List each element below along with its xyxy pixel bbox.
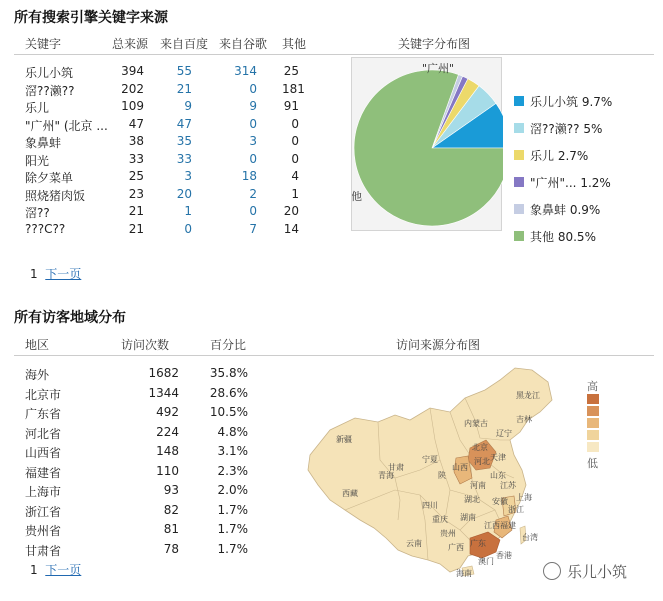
map-label: 江西 xyxy=(484,521,500,530)
table-cell-kw: 象鼻蚌 xyxy=(25,136,62,150)
map-label: 山西 xyxy=(452,463,468,472)
legend-label: "广州"... xyxy=(530,176,577,190)
table-cell-baidu: 0 xyxy=(184,221,192,236)
china-map xyxy=(300,360,580,585)
col-header-google: 来自谷歌 xyxy=(219,37,268,51)
table-cell-total: 21 xyxy=(128,204,144,218)
map-label: 北京 xyxy=(472,443,488,452)
legend-item xyxy=(530,93,612,110)
map-label: 西藏 xyxy=(342,489,358,498)
table-cell-google: 314 xyxy=(234,64,257,78)
map-label: 吉林 xyxy=(516,415,532,424)
map-label: 浙江 xyxy=(508,505,524,514)
keywords-section-title: 所有搜索引擎关键字来源 xyxy=(14,10,168,26)
table-cell-other: 0 xyxy=(291,134,299,148)
map-label: 陕 xyxy=(438,471,446,480)
table-cell-region: 北京市 xyxy=(25,387,62,402)
table-cell-pct: 1.7% xyxy=(217,522,248,536)
map-label: 湖北 xyxy=(464,495,480,504)
col-header-visits: 访问次数 xyxy=(121,338,170,352)
col-header-other: 其他 xyxy=(282,37,307,51)
table-cell-region: 甘肃省 xyxy=(25,543,62,558)
map-label: 青海 xyxy=(378,471,394,480)
table-cell-region: 海外 xyxy=(25,368,50,382)
table-cell-total: 38 xyxy=(128,134,144,148)
table-cell-total: 394 xyxy=(121,64,144,78)
table-cell-baidu: 47 xyxy=(176,116,192,131)
legend-percent: 80.5% xyxy=(557,230,596,244)
table-cell-pct: 3.1% xyxy=(217,444,248,458)
map-chart-header: 访问来源分布图 xyxy=(396,338,481,352)
col-header-region: 地区 xyxy=(25,338,50,352)
col-header-total: 总来源 xyxy=(112,37,149,51)
legend-percent: 9.7% xyxy=(581,95,613,109)
table-cell-baidu: 1 xyxy=(184,204,192,218)
table-cell-pct: 1.7% xyxy=(217,502,248,517)
legend-percent: 1.2% xyxy=(580,176,611,190)
legend-percent: 0.9% xyxy=(569,203,601,217)
legend-swatch xyxy=(514,177,524,187)
next-page-link[interactable]: 下一页 xyxy=(45,563,82,577)
keyword-pie-panel xyxy=(351,57,502,231)
table-cell-region: 浙江省 xyxy=(25,504,62,519)
table-cell-kw: 滘?? xyxy=(25,206,50,220)
map-label: 辽宁 xyxy=(496,429,512,438)
map-label: 江苏 xyxy=(500,481,516,490)
legend-item xyxy=(530,147,588,164)
table-cell-baidu: 35 xyxy=(176,134,192,148)
table-cell-pct: 2.3% xyxy=(217,463,248,478)
legend-swatch xyxy=(514,204,524,214)
table-cell-visits: 78 xyxy=(163,541,179,556)
table-cell-total: 21 xyxy=(128,221,144,236)
table-cell-other: 91 xyxy=(283,99,299,113)
table-cell-google: 9 xyxy=(249,99,257,113)
table-cell-visits: 93 xyxy=(163,483,179,497)
map-label: 广西 xyxy=(448,543,464,552)
table-cell-total: 33 xyxy=(128,151,144,166)
table-cell-total: 25 xyxy=(128,169,144,183)
table-cell-visits: 1344 xyxy=(148,385,179,400)
table-cell-kw: 除夕菜单 xyxy=(25,171,74,185)
legend-percent: 5% xyxy=(583,122,603,136)
divider xyxy=(14,54,654,55)
map-label: 内蒙古 xyxy=(464,419,488,428)
table-cell-total: 47 xyxy=(128,116,144,131)
table-cell-pct: 10.5% xyxy=(209,405,248,419)
legend-item xyxy=(530,174,611,191)
map-label: 四川 xyxy=(422,501,438,510)
table-cell-kw: ???C?? xyxy=(25,221,66,236)
divider xyxy=(14,355,654,356)
table-cell-visits: 492 xyxy=(156,405,179,419)
table-cell-other: 0 xyxy=(291,116,299,131)
table-cell-region: 广东省 xyxy=(25,407,62,421)
table-cell-other: 181 xyxy=(282,81,305,96)
table-cell-google: 0 xyxy=(249,204,257,218)
table-cell-baidu: 3 xyxy=(184,169,192,183)
scale-swatch xyxy=(587,430,599,440)
table-cell-pct: 1.7% xyxy=(217,541,248,556)
table-cell-baidu: 33 xyxy=(176,151,192,166)
table-cell-visits: 148 xyxy=(156,444,179,458)
table-cell-other: 14 xyxy=(283,221,299,236)
map-label: 重庆 xyxy=(432,515,448,524)
col-header-percent: 百分比 xyxy=(210,338,247,352)
map-label: 香港 xyxy=(496,551,512,560)
region-pager xyxy=(30,561,81,578)
table-cell-visits: 81 xyxy=(163,522,179,536)
legend-label: 滘??濑?? xyxy=(530,122,580,136)
table-cell-pct: 35.8% xyxy=(209,366,248,380)
scale-low-label: 低 xyxy=(587,457,598,470)
legend-label: 乐儿小筑 xyxy=(530,95,579,109)
table-cell-total: 23 xyxy=(128,186,144,201)
table-cell-other: 1 xyxy=(291,186,299,201)
table-cell-google: 3 xyxy=(249,134,257,148)
map-label: 安徽 xyxy=(492,497,508,506)
legend-item xyxy=(530,228,596,245)
table-cell-baidu: 20 xyxy=(176,186,192,201)
scale-swatch xyxy=(587,442,599,452)
col-header-baidu: 来自百度 xyxy=(160,37,209,51)
table-cell-kw: "广州" (北京 ... xyxy=(25,118,108,133)
table-cell-total: 109 xyxy=(121,99,144,113)
table-cell-total: 202 xyxy=(121,81,144,96)
table-cell-pct: 4.8% xyxy=(217,424,248,439)
legend-label: 象鼻蚌 xyxy=(530,203,567,217)
table-cell-kw: 滘??濑?? xyxy=(25,83,75,98)
table-cell-google: 0 xyxy=(249,116,257,131)
table-cell-region: 贵州省 xyxy=(25,524,62,538)
keyword-pie-chart xyxy=(352,58,503,232)
table-cell-other: 25 xyxy=(283,64,299,78)
wechat-logo-icon xyxy=(543,562,561,580)
table-cell-kw: 乐儿小筑 xyxy=(25,66,74,80)
table-cell-visits: 224 xyxy=(156,424,179,439)
table-cell-kw: 照烧猪肉饭 xyxy=(25,188,86,203)
map-label: 广东 xyxy=(470,539,486,548)
table-cell-other: 0 xyxy=(291,151,299,166)
map-label: 福建 xyxy=(500,521,516,530)
col-header-keyword: 关键字 xyxy=(25,37,62,51)
table-cell-baidu: 55 xyxy=(176,64,192,78)
keyword-pager xyxy=(30,265,81,282)
pie-callout-left: 他 xyxy=(352,190,362,203)
legend-percent: 2.7% xyxy=(557,149,589,163)
table-cell-region: 山西省 xyxy=(25,446,62,460)
map-label: 湖南 xyxy=(460,513,476,522)
table-cell-other: 4 xyxy=(291,169,299,183)
pager-page-number: 1 xyxy=(30,563,38,577)
table-cell-region: 福建省 xyxy=(25,465,62,480)
map-label: 海南 xyxy=(456,569,472,578)
legend-swatch xyxy=(514,150,524,160)
map-label: 黑龙江 xyxy=(516,391,540,400)
table-cell-google: 7 xyxy=(249,221,257,236)
map-label: 云南 xyxy=(406,539,422,548)
table-cell-kw: 阳光 xyxy=(25,153,50,168)
table-cell-google: 2 xyxy=(249,186,257,201)
legend-item xyxy=(530,120,602,137)
scale-swatch xyxy=(587,418,599,428)
map-label: 上海 xyxy=(516,493,532,502)
table-cell-pct: 28.6% xyxy=(209,385,248,400)
scale-high-label: 高 xyxy=(587,380,598,393)
map-label: 山东 xyxy=(490,471,506,480)
map-label: 宁夏 xyxy=(422,455,438,464)
pie-callout-top: "广州" xyxy=(422,62,455,75)
legend-swatch xyxy=(514,96,524,106)
map-label: 新疆 xyxy=(336,435,352,444)
visitors-section-title: 所有访客地域分布 xyxy=(14,310,126,326)
table-cell-pct: 2.0% xyxy=(217,483,248,497)
table-cell-other: 20 xyxy=(283,204,299,218)
table-cell-visits: 82 xyxy=(163,502,179,517)
legend-swatch xyxy=(514,123,524,133)
map-label: 澳门 xyxy=(478,557,494,566)
table-cell-google: 0 xyxy=(249,81,257,96)
legend-item xyxy=(530,201,600,218)
map-label: 河北 xyxy=(474,457,490,466)
next-page-link[interactable]: 下一页 xyxy=(45,267,82,281)
table-cell-visits: 110 xyxy=(156,463,179,478)
legend-label: 其他 xyxy=(530,230,555,244)
scale-swatch xyxy=(587,406,599,416)
scale-swatch xyxy=(587,394,599,404)
table-cell-baidu: 9 xyxy=(184,99,192,113)
legend-swatch xyxy=(514,231,524,241)
table-cell-baidu: 21 xyxy=(176,81,192,96)
legend-label: 乐儿 xyxy=(530,149,555,163)
map-label: 天津 xyxy=(490,453,506,462)
table-cell-region: 河北省 xyxy=(25,426,62,441)
map-label: 贵州 xyxy=(440,529,456,538)
map-label: 甘肃 xyxy=(388,463,404,472)
map-label: 台湾 xyxy=(522,533,538,542)
map-label: 河南 xyxy=(470,481,486,490)
table-cell-region: 上海市 xyxy=(25,485,62,499)
table-cell-kw: 乐儿 xyxy=(25,101,50,115)
table-cell-google: 0 xyxy=(249,151,257,166)
watermark-text: 乐儿小筑 xyxy=(567,563,628,581)
table-cell-google: 18 xyxy=(241,169,257,183)
keyword-chart-header: 关键字分布图 xyxy=(398,37,471,51)
pager-page-number: 1 xyxy=(30,267,38,281)
table-cell-visits: 1682 xyxy=(148,366,179,380)
